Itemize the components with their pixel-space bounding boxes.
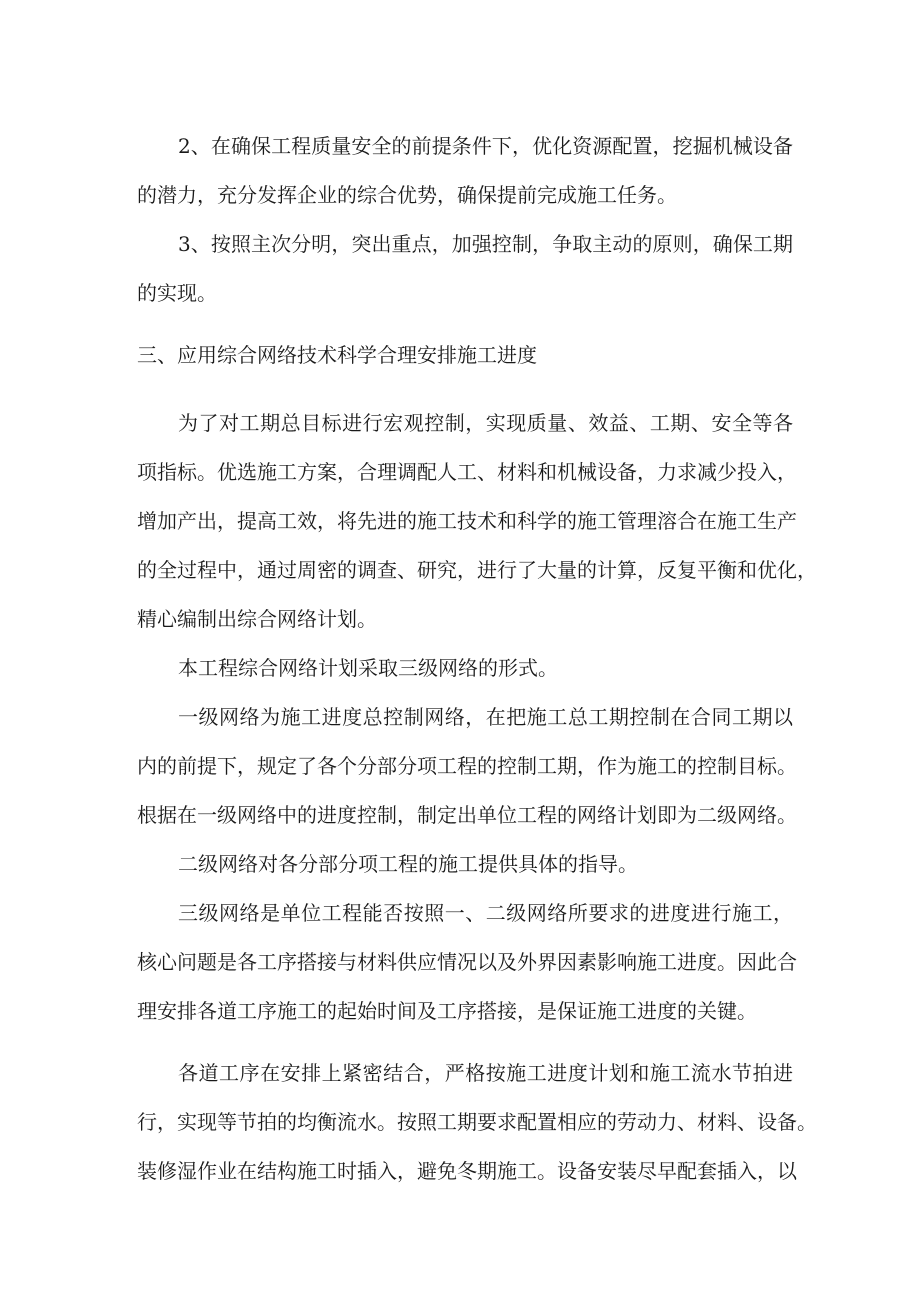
- level-1-paragraph-line-2: 内的前提下，规定了各个分部分项工程的控制工期，作为施工的控制目标。: [137, 754, 797, 778]
- level-1-paragraph-line-3: 根据在一级网络中的进度控制，制定出单位工程的网络计划即为二级网络。: [137, 803, 797, 827]
- intro-paragraph-line-2: 项指标。优选施工方案，合理调配人工、材料和机械设备，力求减少投入，: [137, 460, 797, 484]
- level-1-paragraph-line-1: 一级网络为施工进度总控制网络，在把施工总工期控制在合同工期以: [178, 705, 793, 729]
- sequencing-paragraph-line-1: 各道工序在安排上紧密结合，严格按施工进度计划和施工流水节拍进: [178, 1061, 793, 1085]
- level-3-paragraph-line-2: 核心问题是各工序搭接与材料供应情况以及外界因素影响施工进度。因此合: [137, 950, 797, 974]
- sequencing-paragraph-line-2: 行，实现等节拍的均衡流水。按照工期要求配置相应的劳动力、材料、设备。: [137, 1110, 817, 1134]
- intro-paragraph-line-1: 为了对工期总目标进行宏观控制，实现质量、效益、工期、安全等各: [178, 411, 793, 435]
- paragraph-3-line-1: 3、按照主次分明，突出重点，加强控制，争取主动的原则，确保工期: [178, 232, 793, 256]
- intro-paragraph-line-3: 增加产出，提高工效，将先进的施工技术和科学的施工管理溶合在施工生产: [137, 509, 797, 533]
- level-3-paragraph-line-1: 三级网络是单位工程能否按照一、二级网络所要求的进度进行施工，: [178, 901, 793, 925]
- section-heading: 三、应用综合网络技术科学合理安排施工进度: [137, 343, 537, 367]
- network-form-paragraph: 本工程综合网络计划采取三级网络的形式。: [178, 656, 558, 680]
- paragraph-2-line-2: 的潜力，充分发挥企业的综合优势，确保提前完成施工任务。: [137, 183, 677, 207]
- level-2-paragraph: 二级网络对各分部分项工程的施工提供具体的指导。: [178, 852, 638, 876]
- paragraph-2-line-1: 2、在确保工程质量安全的前提条件下，优化资源配置，挖掘机械设备: [178, 134, 793, 158]
- intro-paragraph-line-5: 精心编制出综合网络计划。: [137, 607, 377, 631]
- sequencing-paragraph-line-3: 装修湿作业在结构施工时插入，避免冬期施工。设备安装尽早配套插入，以: [137, 1159, 797, 1183]
- level-3-paragraph-line-3: 理安排各道工序施工的起始时间及工序搭接，是保证施工进度的关键。: [137, 999, 757, 1023]
- paragraph-3-line-2: 的实现。: [137, 281, 217, 305]
- intro-paragraph-line-4: 的全过程中，通过周密的调查、研究，进行了大量的计算，反复平衡和优化，: [137, 558, 817, 582]
